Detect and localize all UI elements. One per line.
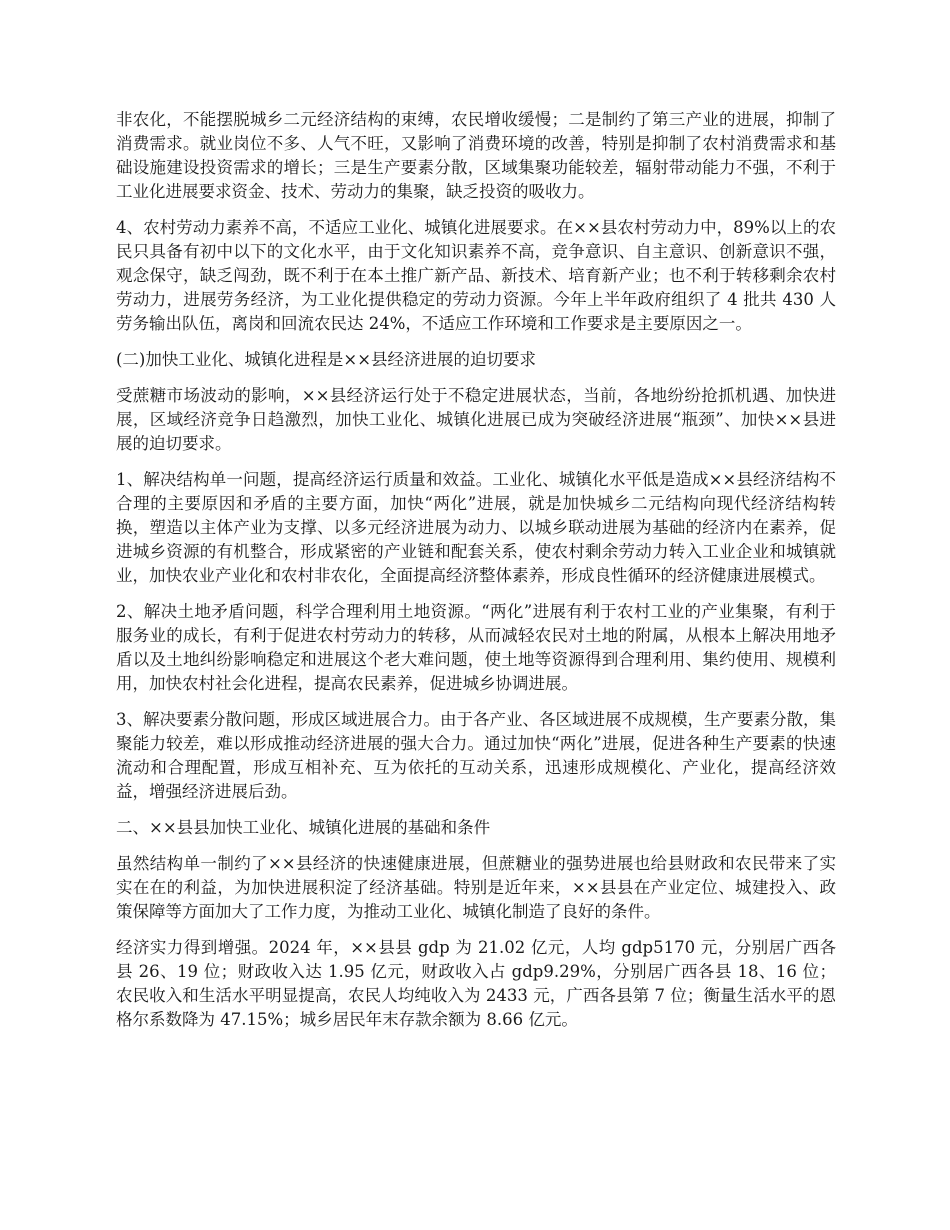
paragraph-economic-strength: 经济实力得到增强。2024 年，××县县 gdp 为 21.02 亿元，人均 gdp5170 元，分别居广西各县 26、19 位；财政收入达 1.95 亿元，财政收入占 gdp9.29%，分别居广西各县 18、16 位；农民收入和生活水平明显提高，农民人均纯收入为 2433 元，广西各县第 7 位；衡量生活水平的恩格尔系数降为 47.15%；城乡居民年末存款余额为 8.66 亿元。 [116,938,836,1029]
chapter-heading-2: 二、××县县加快工业化、城镇化进展的基础和条件 [116,818,491,837]
paragraph-section-2-intro: 受蔗糖市场波动的影响，××县经济运行处于不稳定进展状态，当前，各地纷纷抢抓机遇、加快进展，区域经济竞争日趋激烈，加快工业化、城镇化进展已成为突破经济进展“瓶颈”、加快××县进展的迫切要求。 [116,386,836,453]
paragraph-point-4: 4、农村劳动力素养不高，不适应工业化、城镇化进展要求。在××县农村劳动力中，89%以上的农民只具备有初中以下的文化水平，由于文化知识素养不高，竞争意识、自主意识、创新意识不强，观念保守，缺乏闯劲，既不利于在本土推广新产品、新技术、培育新产业；也不利于转移剩余农村劳动力，进展劳务经济，为工业化提供稳定的劳动力资源。今年上半年政府组织了 4 批共 430 人劳务输出队伍，离岗和回流农民达 24%，不适应工作环境和工作要求是主要原因之一。 [116,218,836,333]
paragraph-point-1: 1、解决结构单一问题，提高经济运行质量和效益。工业化、城镇化水平低是造成××县经济结构不合理的主要原因和矛盾的主要方面，加快“两化”进展，就是加快城乡二元结构向现代经济结构转换，塑造以主体产业为支撑、以多元经济进展为动力、以城乡联动进展为基础的经济内在素养，促进城乡资源的有机整合，形成紧密的产业链和配套关系，使农村剩余劳动力转入工业企业和城镇就业，加快农业产业化和农村非农化，全面提高经济整体素养，形成良性循环的经济健康进展模式。 [116,470,836,585]
paragraph-chapter-2-intro: 虽然结构单一制约了××县经济的快速健康进展，但蔗糖业的强势进展也给县财政和农民带来了实实在在的利益，为加快进展积淀了经济基础。特别是近年来，××县县在产业定位、城建投入、政策保障等方面加大了工作力度，为推动工业化、城镇化制造了良好的条件。 [116,854,836,921]
paragraph-intro-continuation: 非农化，不能摆脱城乡二元经济结构的束缚，农民增收缓慢；二是制约了第三产业的进展，抑制了消费需求。就业岗位不多、人气不旺，又影响了消费环境的改善，特别是抑制了农村消费需求和基础设施建设投资需求的增长；三是生产要素分散，区域集聚功能较差，辐射带动能力不强，不利于工业化进展要求资金、技术、劳动力的集聚，缺乏投资的吸收力。 [116,110,836,201]
document-body [116,108,836,1044]
paragraph-point-2: 2、解决土地矛盾问题，科学合理利用土地资源。“两化”进展有利于农村工业的产业集聚，有利于服务业的成长，有利于促进农村劳动力的转移，从而减轻农民对土地的附属，从根本上解决用地矛盾以及土地纠纷影响稳定和进展这个老大难问题，使土地等资源得到合理利用、集约使用、规模利用，加快农村社会化进程，提高农民素养，促进城乡协调进展。 [116,602,836,693]
paragraph-point-3: 3、解决要素分散问题，形成区域进展合力。由于各产业、各区域进展不成规模，生产要素分散，集聚能力较差，难以形成推动经济进展的强大合力。通过加快“两化”进展，促进各种生产要素的快速流动和合理配置，形成互相补充、互为依托的互动关系，迅速形成规模化、产业化，提高经济效益，增强经济进展后劲。 [116,710,836,801]
section-heading-2: (二)加快工业化、城镇化进程是××县经济进展的迫切要求 [116,350,537,369]
